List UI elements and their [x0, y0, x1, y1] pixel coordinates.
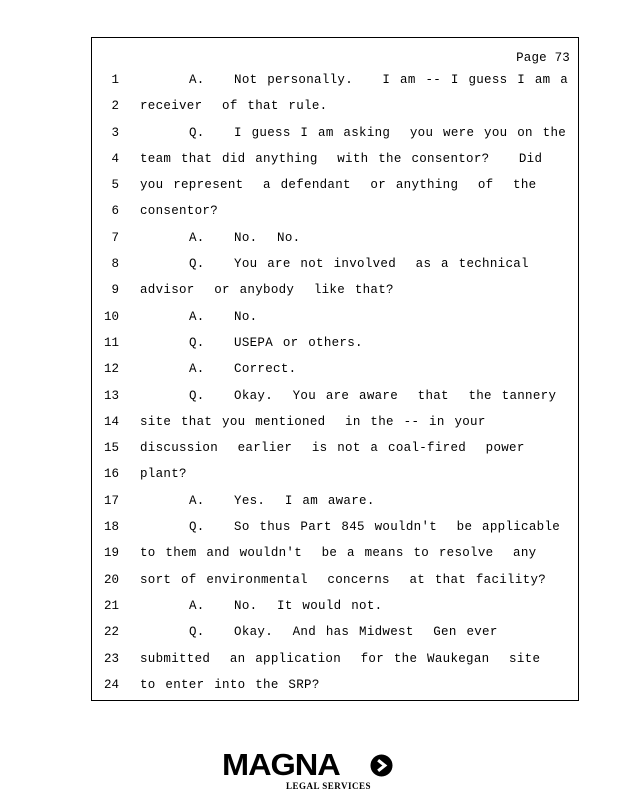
line-text: team that did anything with the consentor? Did: [140, 151, 543, 166]
line-text: A. Not personally. I am -- I guess I am a: [140, 73, 569, 87]
line-number: 15: [103, 441, 119, 456]
line-number: 23: [103, 651, 119, 666]
transcript-line: [92, 619, 578, 645]
line-text: Q. You are not involved as a technical: [140, 257, 529, 272]
line-number: 7: [111, 230, 119, 245]
arrow-circle-icon: [370, 754, 393, 777]
transcript-line: [92, 304, 578, 330]
transcript-line: [92, 172, 578, 198]
line-number: 20: [103, 572, 119, 587]
line-text: discussion earlier is not a coal-fired power: [140, 441, 525, 456]
line-text: Q. So thus Part 845 wouldn't be applicable: [140, 520, 561, 535]
line-number: 4: [111, 151, 119, 166]
transcript-line: [92, 330, 578, 356]
line-text: receiver of that rule.: [140, 99, 328, 114]
line-number: 3: [111, 125, 119, 140]
line-text: Q. Okay. You are aware that the tannery: [140, 388, 557, 403]
transcript-line: [92, 383, 578, 409]
line-number: 10: [103, 309, 119, 324]
line-text: A. No.: [140, 309, 258, 324]
transcript-line: [92, 672, 578, 698]
transcript-lines: [92, 67, 578, 698]
transcript-line: [92, 461, 578, 487]
transcript-line: [92, 593, 578, 619]
line-text: to them and wouldn't be a means to resolve any: [140, 546, 537, 561]
line-number: 1: [111, 73, 119, 87]
transcript-line: [92, 435, 578, 461]
transcript-line: [92, 225, 578, 251]
transcript-line: [92, 146, 578, 172]
logo-wordmark: MAGNA: [222, 747, 340, 782]
line-text: Q. USEPA or others.: [140, 335, 363, 350]
line-number: 17: [103, 493, 119, 508]
line-number: 16: [103, 467, 119, 482]
line-number: 14: [103, 414, 119, 429]
line-number: 12: [103, 362, 119, 377]
transcript-line: [92, 646, 578, 672]
line-text: A. Correct.: [140, 362, 297, 377]
transcript-line: [92, 488, 578, 514]
line-number: 11: [103, 335, 119, 350]
transcript-line: [92, 251, 578, 277]
transcript-line: [92, 409, 578, 435]
transcript-line: [92, 67, 578, 93]
line-text: A. No. No.: [140, 230, 301, 245]
logo-subtitle: LEGAL SERVICES: [286, 781, 371, 791]
line-number: 18: [103, 520, 119, 535]
line-text: you represent a defendant or anything of the: [140, 178, 537, 193]
line-number: 21: [103, 598, 119, 613]
line-text: Q. I guess I am asking you were you on the: [140, 125, 567, 140]
line-number: 5: [111, 178, 119, 193]
transcript-line: [92, 277, 578, 303]
line-text: submitted an application for the Waukegan site: [140, 651, 541, 666]
line-number: 9: [111, 283, 119, 298]
transcript-line: [92, 120, 578, 146]
transcript-line: [92, 93, 578, 119]
line-text: A. Yes. I am aware.: [140, 493, 375, 508]
magna-logo: [222, 748, 397, 794]
transcript-line: [92, 198, 578, 224]
line-text: site that you mentioned in the -- in your: [140, 414, 486, 429]
line-number: 6: [111, 204, 119, 219]
transcript-line: [92, 356, 578, 382]
line-number: 13: [103, 388, 119, 403]
line-text: to enter into the SRP?: [140, 677, 320, 692]
line-text: consentor?: [140, 204, 219, 219]
line-number: 24: [103, 677, 119, 692]
transcript-line: [92, 540, 578, 566]
transcript-line: [92, 567, 578, 593]
line-text: A. No. It would not.: [140, 598, 383, 613]
page-number: Page 73: [516, 51, 570, 65]
line-text: plant?: [140, 467, 187, 482]
transcript-page: [91, 37, 579, 701]
line-text: advisor or anybody like that?: [140, 283, 394, 298]
transcript-line: [92, 514, 578, 540]
line-number: 8: [111, 257, 119, 272]
line-text: sort of environmental concerns at that facility?: [140, 572, 547, 587]
line-number: 22: [103, 625, 119, 640]
line-text: Q. Okay. And has Midwest Gen ever: [140, 625, 498, 640]
line-number: 19: [103, 546, 119, 561]
line-number: 2: [111, 99, 119, 114]
